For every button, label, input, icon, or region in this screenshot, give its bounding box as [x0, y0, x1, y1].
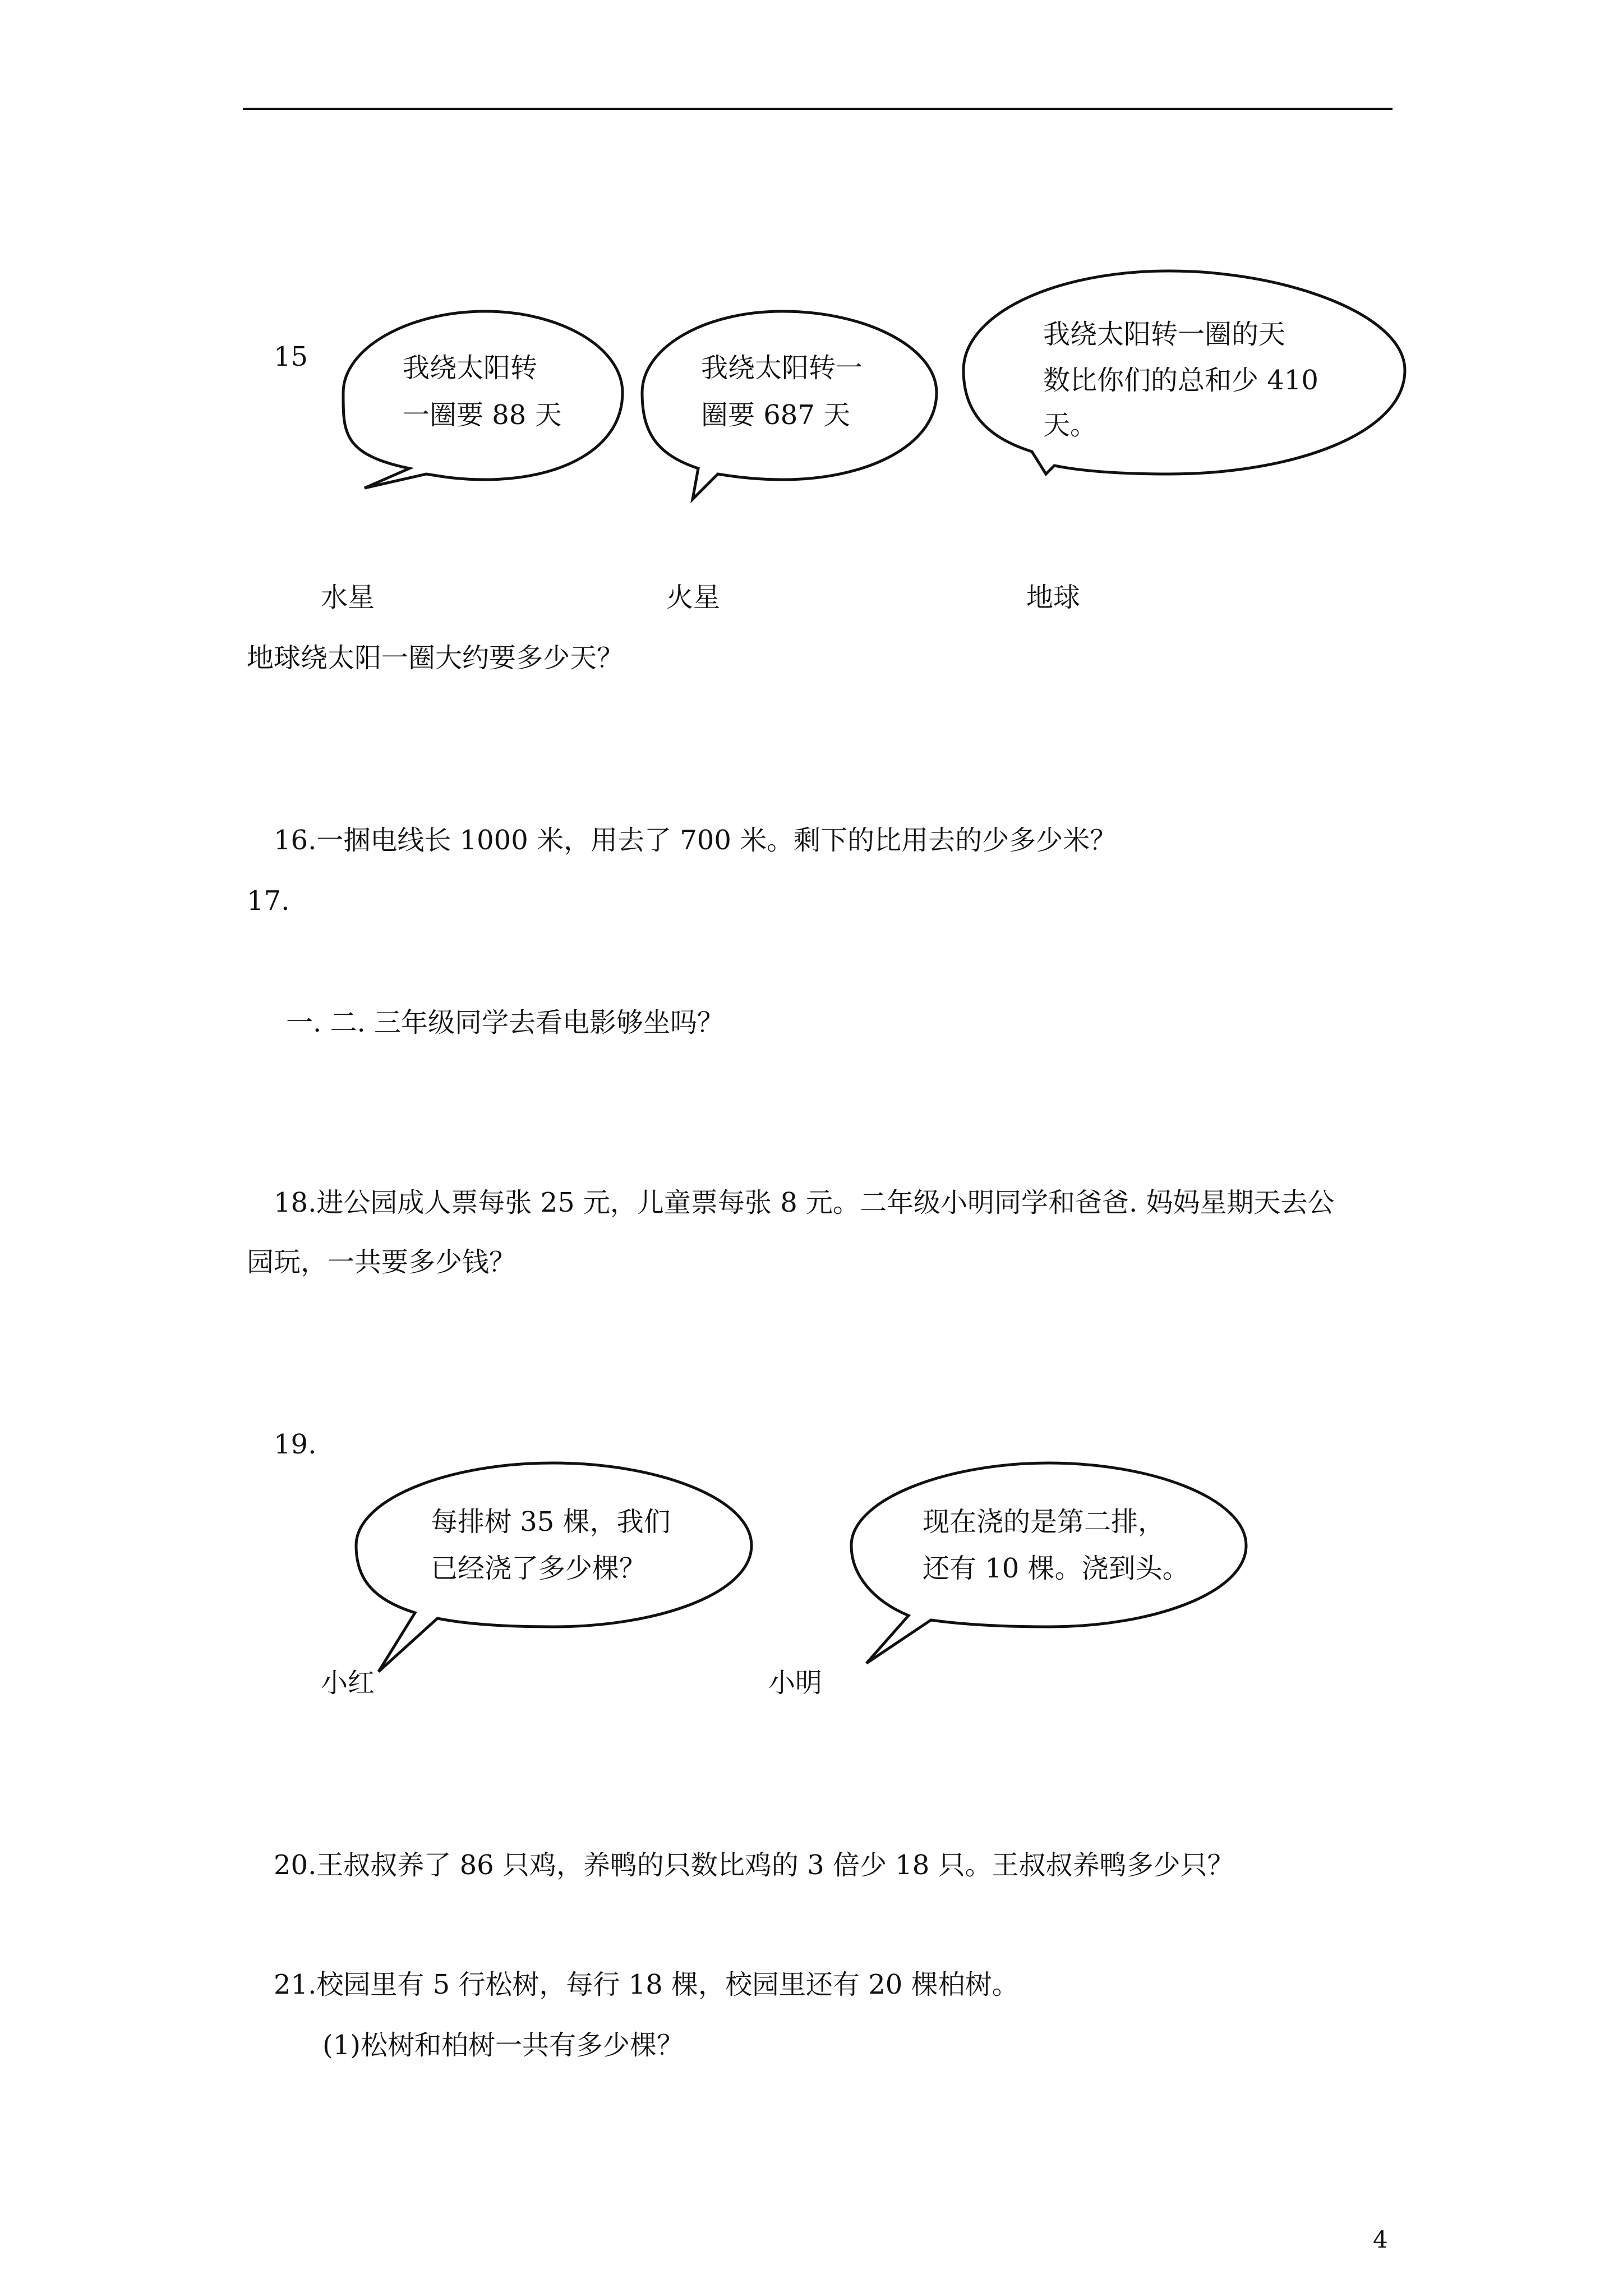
q15-number: 15: [274, 341, 308, 372]
q15-question: 地球绕太阳一圈大约要多少天？: [247, 642, 624, 674]
earth-bubble-line2: 数比你们的总和少 410: [1043, 365, 1318, 396]
mars-bubble-line2: 圈要 687 天: [701, 399, 851, 431]
mars-label: 火星: [666, 582, 721, 613]
xiaoming-bubble-line1: 现在浇的是第二排，: [923, 1506, 1165, 1538]
earth-bubble-line1: 我绕太阳转一圈的天: [1043, 319, 1286, 350]
mercury-bubble-line2: 一圈要 88 天: [403, 399, 562, 431]
q20-question: 20.王叔叔养了 86 只鸡，养鸭的只数比鸡的 3 倍少 18 只。王叔叔养鸭多少只？: [274, 1849, 1234, 1881]
q16-question: 16.一捆电线长 1000 米，用去了 700 米。剩下的比用去的少多少米？: [274, 825, 1117, 856]
q17-number: 17.: [247, 885, 290, 917]
page-number: 4: [1373, 2226, 1388, 2253]
xiaoming-bubble-line2: 还有 10 棵。浇到头。: [923, 1553, 1189, 1584]
mars-bubble-line1: 我绕太阳转一: [701, 352, 863, 384]
earth-label: 地球: [1026, 582, 1081, 613]
xiaohong-bubble-line1: 每排树 35 棵，我们: [431, 1506, 671, 1538]
xiaoming-label: 小明: [768, 1667, 823, 1699]
earth-bubble-line3: 天。: [1043, 409, 1098, 441]
q19-number: 19.: [274, 1429, 317, 1460]
q21-line1: 21.校园里有 5 行松树，每行 18 棵，校园里还有 20 棵柏树。: [274, 1969, 1019, 2000]
q17-question: 一. 二. 三年级同学去看电影够坐吗？: [286, 1007, 725, 1038]
xiaohong-bubble-line2: 已经浇了多少棵？: [431, 1553, 647, 1584]
q21-sub1: (1)松树和柏树一共有多少棵？: [322, 2030, 684, 2061]
q18-line2: 园玩，一共要多少钱？: [247, 1246, 517, 1278]
xiaohong-label: 小红: [321, 1667, 375, 1699]
mercury-label: 水星: [321, 582, 375, 613]
q18-line1: 18.进公园成人票每张 25 元，儿童票每张 8 元。二年级小明同学和爸爸. 妈妈星期天去公: [274, 1187, 1335, 1218]
mercury-bubble-line1: 我绕太阳转: [403, 352, 538, 384]
